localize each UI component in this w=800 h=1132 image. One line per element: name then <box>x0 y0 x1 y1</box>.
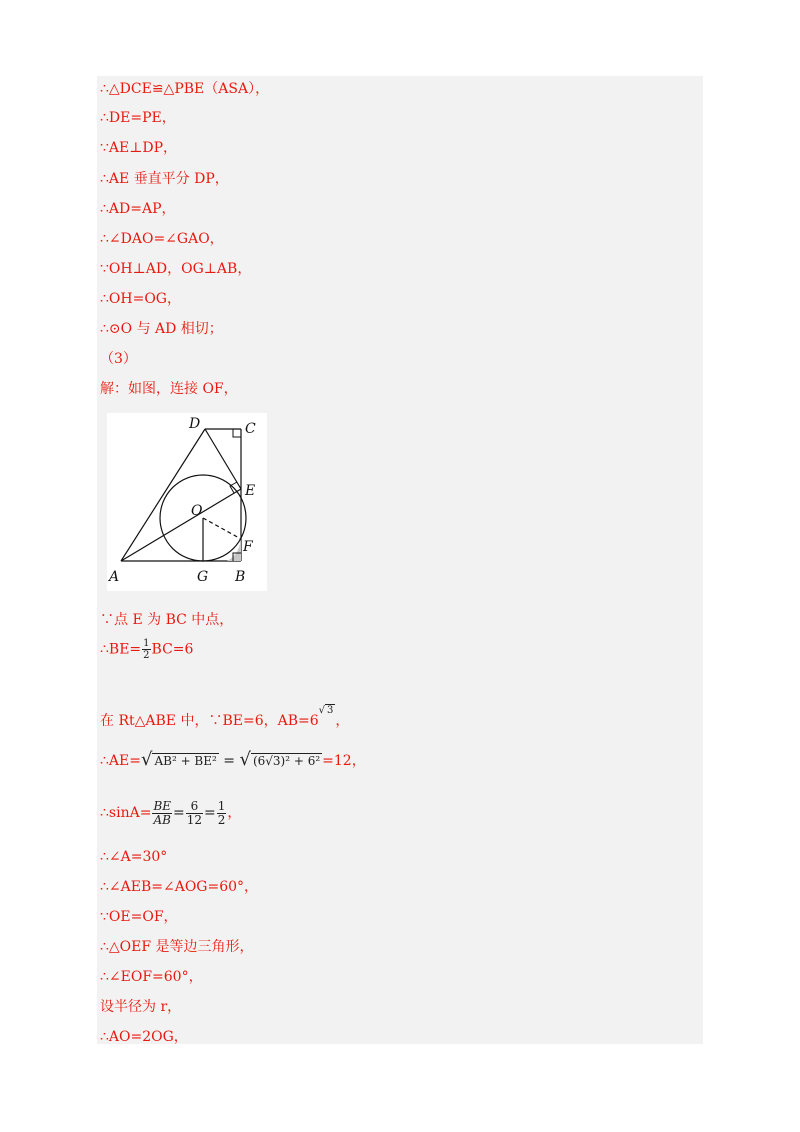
equals-sign: = <box>223 753 236 769</box>
sqrt-sign-2: √ <box>239 749 251 770</box>
rt-suffix: ， <box>335 713 350 729</box>
text-line-3: ∵AE⊥DP， <box>100 140 178 156</box>
fraction-6: 6 <box>186 800 203 814</box>
equals-1: = <box>173 805 185 821</box>
text-line-23: ∴AO=2OG， <box>100 1029 188 1045</box>
text-line-6: ∴∠DAO=∠GAO， <box>100 231 224 247</box>
text-line-11: 解：如图，连接 OF， <box>100 381 238 397</box>
label-O: O <box>191 503 203 519</box>
sin-prefix: ∴sinA= <box>100 805 152 821</box>
ae-prefix: ∴AE= <box>100 753 141 769</box>
right-angle-C <box>233 429 241 437</box>
text-line-8: ∴OH=OG， <box>100 291 181 307</box>
sqrt-expr-1: AB² + BE² <box>154 754 217 768</box>
sqrt-sign-1: √ <box>140 749 153 770</box>
text-line-12: ∵点 E 为 BC 中点， <box>100 612 234 628</box>
geometry-figure <box>107 413 267 591</box>
text-line-10: （3） <box>100 351 137 367</box>
text-line-2: ∴DE=PE， <box>100 110 176 126</box>
geometry-diagram <box>107 413 267 591</box>
sqrt-expr-2: (6√3)² + 6² <box>252 754 321 768</box>
text-line-21: ∴∠EOF=60°， <box>100 969 203 985</box>
label-F: F <box>243 539 253 555</box>
sqrt-sign: √ <box>318 705 326 716</box>
ae-suffix: =12， <box>322 753 366 769</box>
sin-suffix: ， <box>227 805 242 821</box>
text-line-19: ∵OE=OF， <box>100 909 178 925</box>
fraction-ab: AB <box>153 812 171 827</box>
text-line-17: ∴∠A=30° <box>100 849 168 865</box>
be-prefix: ∴BE= <box>100 641 142 658</box>
fraction-12: 12 <box>186 812 203 827</box>
text-line-16 <box>100 796 241 830</box>
fraction-half-den: 2 <box>143 650 150 661</box>
label-E: E <box>245 483 256 499</box>
line-AE <box>121 489 241 561</box>
text-line-20: ∴△OEF 是等边三角形， <box>100 939 254 955</box>
fraction-2: 2 <box>217 812 226 827</box>
text-line-9: ∴⊙O 与 AD 相切； <box>100 321 223 337</box>
equals-2: = <box>204 805 216 821</box>
text-line-4: ∴AE 垂直平分 DP， <box>100 171 229 187</box>
line-OF-dashed <box>203 518 241 539</box>
rt-prefix: 在 Rt△ABE 中，∵BE=6，AB=6 <box>100 713 319 729</box>
label-C: C <box>245 421 256 437</box>
be-suffix: BC=6 <box>151 641 194 658</box>
label-A: A <box>109 569 120 585</box>
text-line-7: ∵OH⊥AD，OG⊥AB， <box>100 261 252 277</box>
text-line-15 <box>100 748 366 773</box>
label-D: D <box>189 416 201 432</box>
fraction-be: BE <box>153 798 172 813</box>
label-B: B <box>235 569 246 585</box>
fraction-1-2 <box>217 800 227 827</box>
fraction-be-ab <box>152 800 172 827</box>
text-line-14 <box>100 700 349 732</box>
fraction-6-12 <box>186 800 203 827</box>
sqrt-radicand: 3 <box>327 705 334 716</box>
text-line-1: ∴△DCE≌△PBE（ASA）， <box>100 81 270 97</box>
text-line-22: 设半径为 r， <box>100 999 182 1015</box>
text-line-18: ∴∠AEB=∠AOG=60°， <box>100 879 259 895</box>
label-G: G <box>197 569 209 585</box>
fraction-half <box>142 638 150 661</box>
fraction-1: 1 <box>217 798 226 813</box>
text-line-13 <box>100 638 193 661</box>
fraction-half-num: 1 <box>143 638 150 649</box>
line-AD <box>121 429 205 561</box>
text-line-5: ∴AD=AP， <box>100 201 176 217</box>
